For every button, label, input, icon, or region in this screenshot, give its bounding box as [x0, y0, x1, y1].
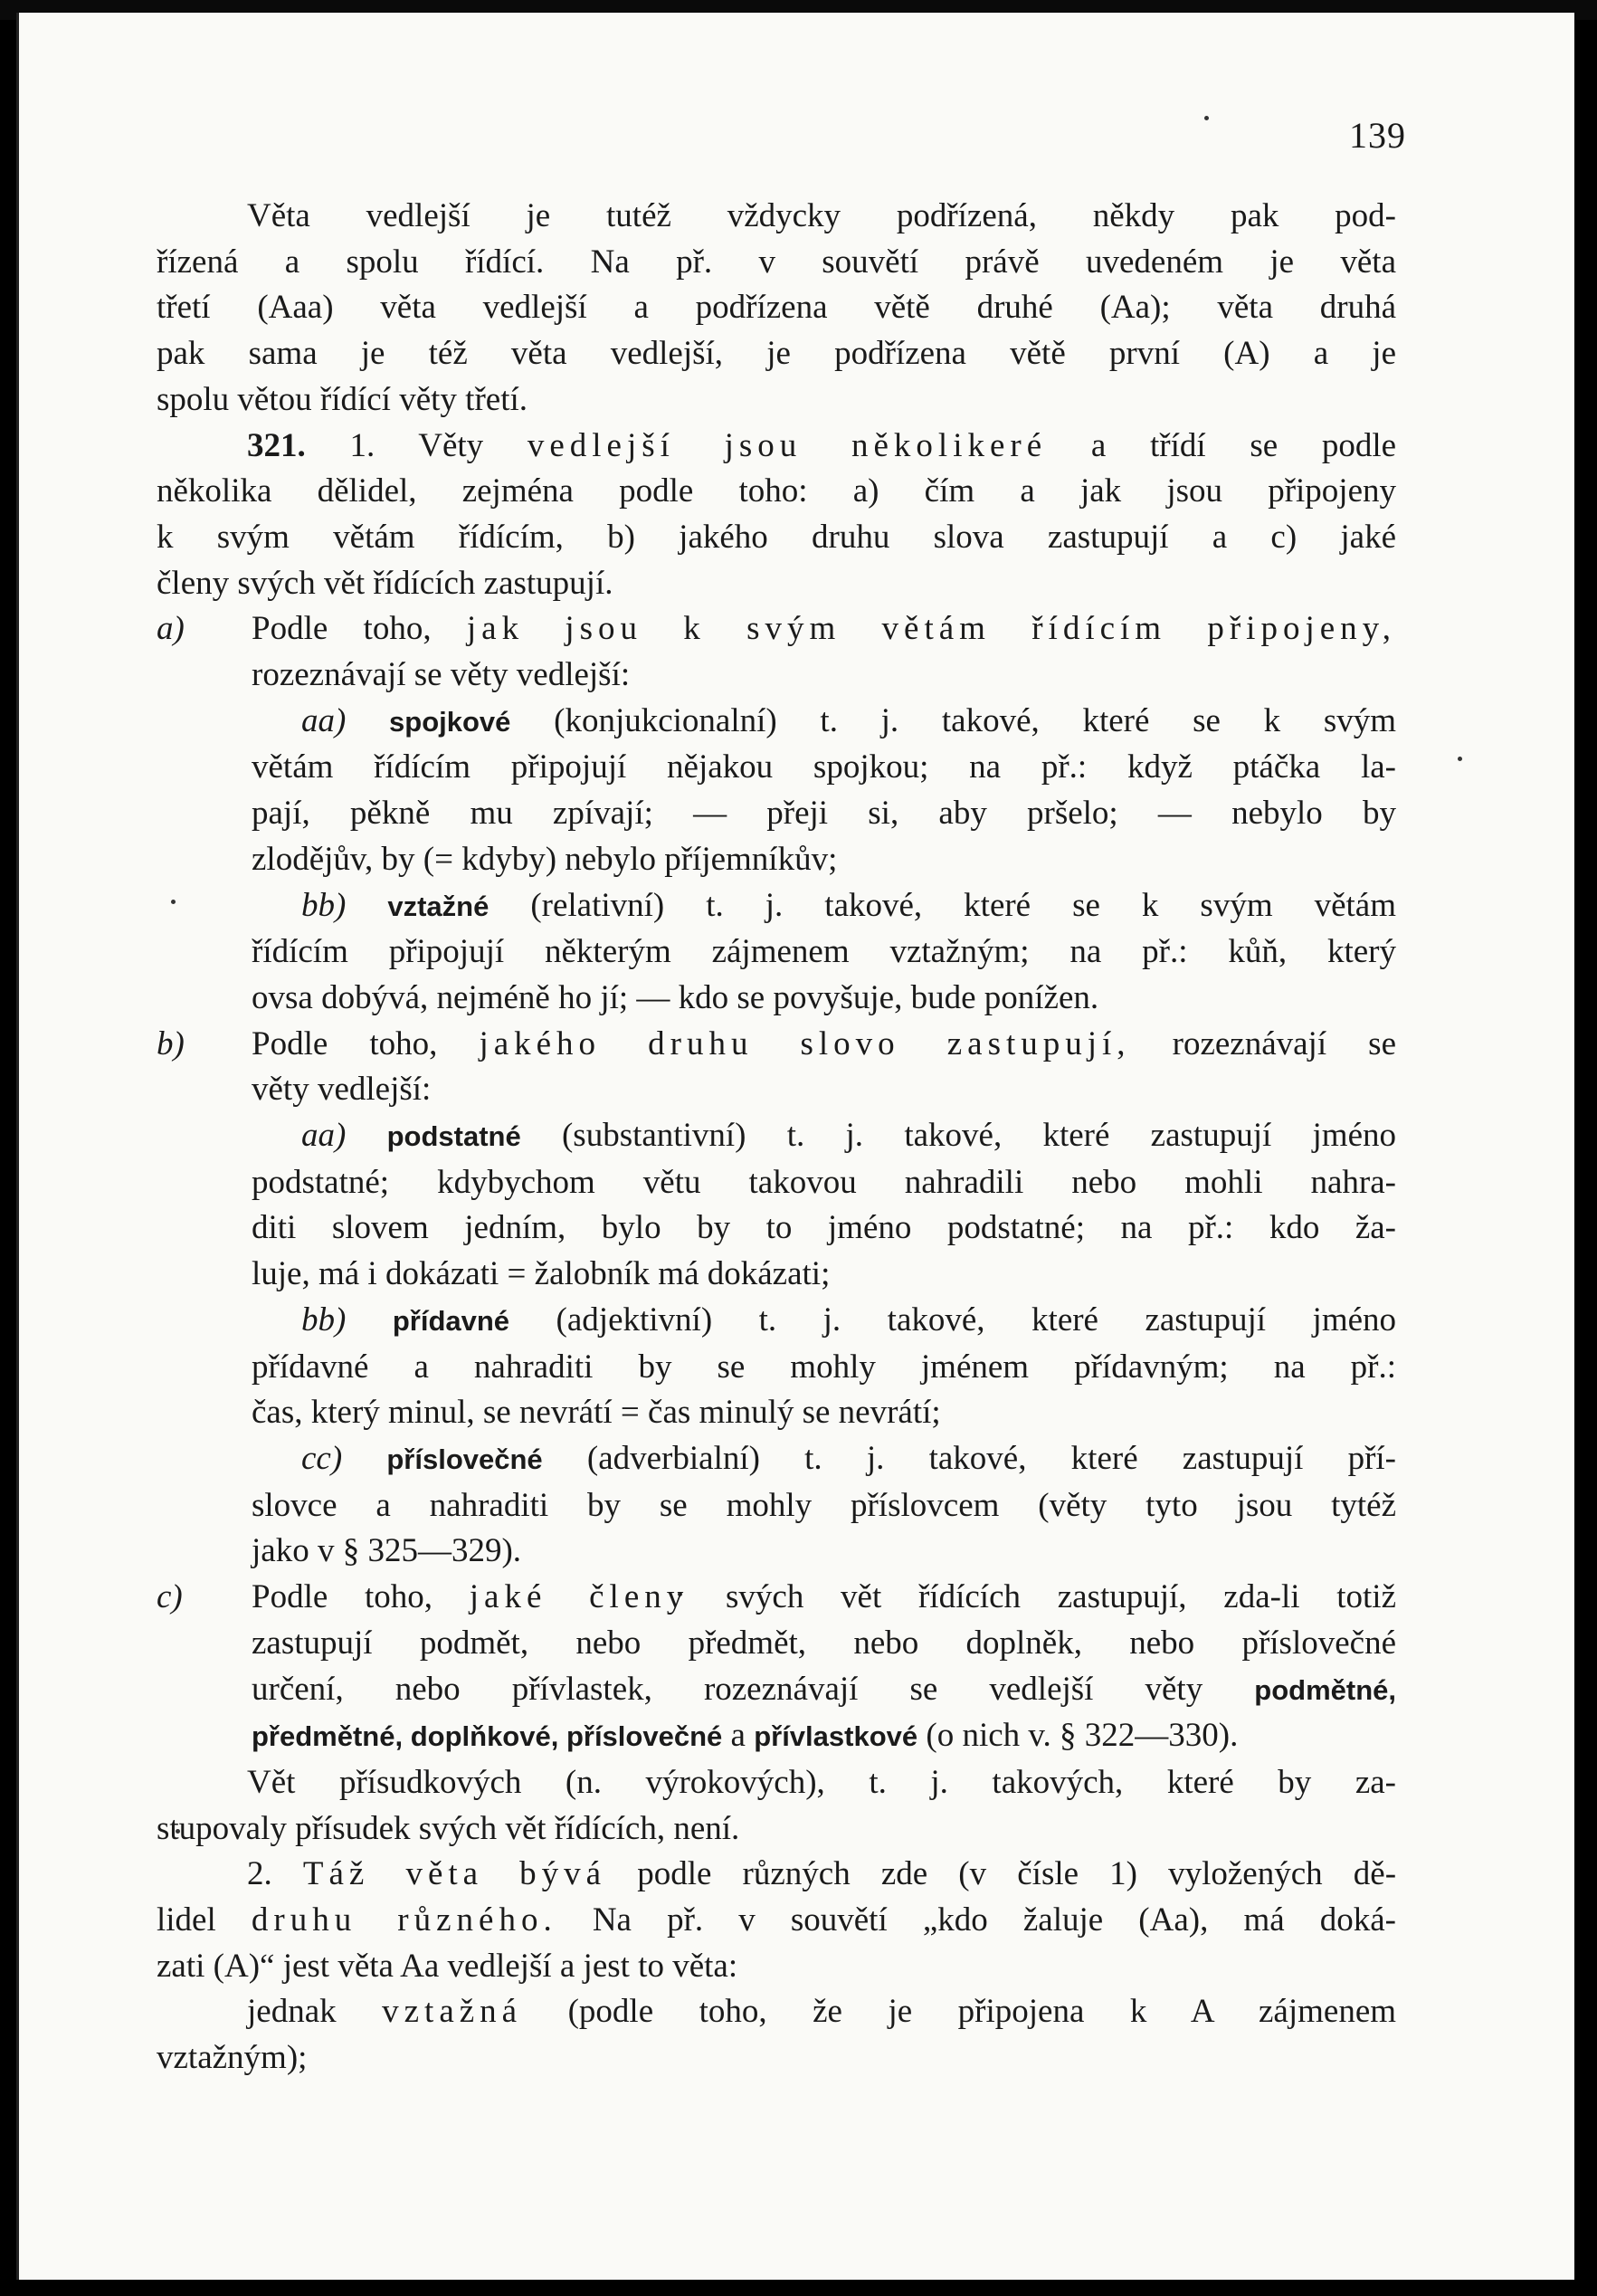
item-b [157, 1022, 1396, 1113]
text-line: podstatné; kdybychom větu takovou nahradili nebo mohli nahra- [252, 1163, 1396, 1201]
text-run: (adjektivní) t. j. takové, které zastupují jméno [556, 1300, 1397, 1339]
term-bold: přídavné [392, 1304, 510, 1337]
text-line: rozeznávají se věty vedlejší: [252, 656, 631, 694]
paragraph-2 [157, 1852, 1396, 1989]
item-label: aa) [301, 701, 347, 739]
item-b-aa [157, 1113, 1396, 1298]
text-line [157, 1667, 1396, 1714]
spaced-emphasis: Táž věta bývá [302, 1855, 607, 1893]
text-run: Podle toho, [252, 610, 432, 648]
item-b-bb [157, 1298, 1396, 1436]
print-speck [1204, 116, 1209, 120]
text-run: 1. Věty [349, 426, 484, 464]
page-number: 139 [1349, 115, 1406, 156]
paragraph-relative [157, 1989, 1396, 2081]
spaced-emphasis: jak jsou k svým větám řídícím připojeny, [466, 610, 1397, 648]
item-label: cc) [301, 1439, 343, 1477]
item-label: aa) [301, 1117, 347, 1155]
item-a-bb [157, 883, 1396, 1022]
text-line: zastupují podmět, nebo předmět, nebo doplněk, nebo příslovečné [252, 1624, 1396, 1662]
text-line [157, 1436, 1396, 1483]
item-label: bb) [301, 886, 347, 924]
book-page [16, 13, 1574, 2280]
text-run: jednak [247, 1993, 337, 2031]
text-run: a třídí se podle [1090, 426, 1397, 464]
text-line [157, 1113, 1396, 1160]
term-bold: příslovečné [386, 1443, 543, 1475]
term-bold: přívlastkové [754, 1720, 918, 1753]
text-run: (konjukcionalní) t. j. takové, které se k svým [554, 701, 1396, 739]
item-label: bb) [301, 1300, 347, 1339]
text-line [157, 699, 1396, 746]
spaced-emphasis: vztažná [382, 1993, 523, 2031]
text-line: luje, má i dokázati = žalobník má dokázati; [252, 1255, 831, 1293]
text-line: řídícím připojují některým zájmenem vztažným; na př.: kůň, který [252, 933, 1396, 971]
item-label: c) [157, 1578, 183, 1616]
text-line: větám řídícím připojují nějakou spojkou; na př.: když ptáčka la- [252, 748, 1396, 786]
text-line [157, 1713, 1396, 1760]
term-bold: vztažné [387, 890, 490, 922]
print-speck [1458, 757, 1462, 761]
item-b-cc [157, 1436, 1396, 1575]
term-bold: podmětné, [1254, 1673, 1397, 1706]
text-line: Vět přísudkových (n. výrokových), t. j. takových, které by za- [247, 1763, 1396, 1801]
spaced-emphasis: jakého druhu slovo zastupují, [479, 1024, 1131, 1062]
text-run: Podle toho, [252, 1578, 433, 1616]
text-line [157, 424, 1396, 470]
text-line [157, 1022, 1396, 1068]
text-line: k svým větám řídícím, b) jakého druhu slova zastupují a c) jaké [157, 518, 1396, 556]
text-run: a [730, 1717, 746, 1755]
text-line: členy svých vět řídících zastupují. [157, 564, 613, 602]
text-line [157, 1298, 1396, 1345]
paragraph-intro [157, 194, 1396, 424]
text-line [157, 1989, 1396, 2035]
item-label: b) [157, 1024, 185, 1062]
text-line: čas, který minul, se nevrátí = čas minulý se nevrátí; [252, 1394, 941, 1432]
paragraph-321 [157, 424, 1396, 607]
text-line: několika dělidel, zejména podle toho: a) čím a jak jsou připojeny [157, 472, 1396, 510]
text-run: (podle toho, že je připojena k A zájmenem [567, 1993, 1397, 2031]
text-run: lidel [157, 1901, 216, 1939]
body-text [157, 194, 1396, 2082]
term-bold: podstatné [386, 1120, 521, 1153]
text-line [157, 606, 1396, 653]
text-line: stupovaly přísudek svých vět řídících, není. [157, 1809, 740, 1847]
text-run: (substantivní) t. j. takové, které zastupují jméno [561, 1117, 1396, 1155]
text-line: řízená a spolu řídící. Na př. v souvětí právě uvedeném je věta [157, 243, 1396, 281]
text-line: slovce a nahraditi by se mohly příslovcem (věty tyto jsou tytéž [252, 1486, 1396, 1524]
text-run: určení, nebo přívlastek, rozeznávají se vedlejší věty [252, 1670, 1203, 1708]
text-line: vztažným); [157, 2039, 308, 2077]
text-line [157, 1575, 1396, 1621]
text-line: pak sama je též věta vedlejší, je podřízena větě první (A) a je [157, 335, 1396, 373]
item-a [157, 606, 1396, 698]
text-line: Věta vedlejší je tutéž vždycky podřízená, někdy pak pod- [247, 197, 1396, 234]
text-run: Na př. v souvětí „kdo žaluje (Aa), má doká- [592, 1901, 1396, 1939]
text-run: podle různých zde (v čísle 1) vyložených dě- [637, 1855, 1397, 1893]
text-line: spolu větou řídící věty třetí. [157, 380, 528, 418]
text-line: zati (A)“ jest věta Aa vedlejší a jest to věta: [157, 1947, 738, 1985]
text-line: pají, pěkně mu zpívají; — přeji si, aby pršelo; — nebylo by [252, 795, 1396, 833]
text-line: přídavné a nahraditi by se mohly jménem přídavným; na př.: [252, 1348, 1396, 1386]
text-line: ovsa dobývá, nejméně ho jí; — kdo se povyšuje, bude ponížen. [252, 978, 1099, 1016]
text-line: zlodějův, by (= kdyby) nebylo příjemníkův; [252, 840, 838, 878]
text-line [157, 883, 1396, 930]
text-run: (o nich v. § 322—330). [926, 1717, 1239, 1755]
spaced-emphasis: vedlejší jsou několikeré [527, 426, 1048, 464]
text-run: svých vět řídících zastupují, zda-li totiž [726, 1578, 1397, 1616]
text-line: třetí (Aaa) věta vedlejší a podřízena větě druhé (Aa); věta druhá [157, 289, 1396, 327]
text-line [157, 1898, 1396, 1944]
text-line [157, 1852, 1396, 1898]
text-run: (relativní) t. j. takové, které se k svým větám [530, 886, 1396, 924]
term-bold: předmětné, doplňkové, příslovečné [252, 1720, 723, 1753]
text-run: (adverbialní) t. j. takové, které zastupují pří- [586, 1439, 1397, 1477]
text-run: rozeznávají se [1172, 1024, 1396, 1062]
section-number: 321. [247, 426, 306, 464]
text-line: věty vedlejší: [252, 1071, 432, 1109]
text-run: Podle toho, [252, 1024, 438, 1062]
paragraph-predicate [157, 1760, 1396, 1852]
item-label: a) [157, 610, 185, 648]
term-bold: spojkové [389, 705, 511, 738]
text-line: jako v § 325—329). [252, 1532, 522, 1570]
spaced-emphasis: jaké členy [469, 1578, 689, 1616]
spaced-emphasis: druhu různého. [251, 1901, 557, 1939]
item-c [157, 1575, 1396, 1760]
item-a-aa [157, 699, 1396, 883]
text-run: 2. [247, 1855, 272, 1893]
text-line: diti slovem jedním, bylo by to jméno podstatné; na př.: kdo ža- [252, 1209, 1396, 1247]
